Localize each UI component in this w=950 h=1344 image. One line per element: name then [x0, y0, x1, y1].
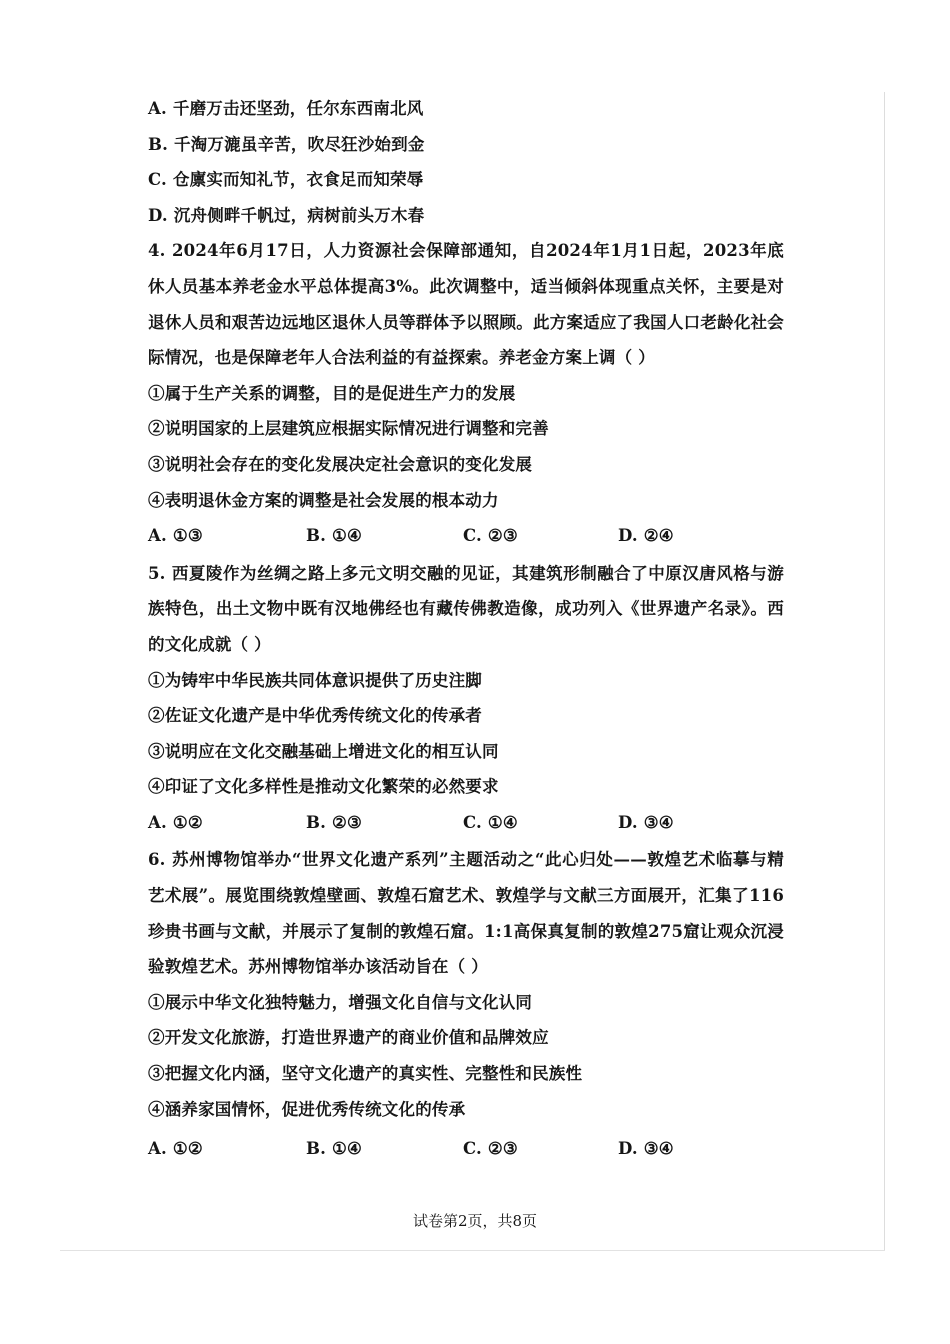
answer-options [148, 518, 784, 554]
question-stem-line: 验敦煌艺术。苏州博物馆举办该活动旨在（ ） [148, 957, 488, 977]
question-5 [148, 556, 784, 841]
question-stem-line: 族特色，出土文物中既有汉地佛经也有藏传佛教造像，成功列入《世界遗产名录》。西 [148, 599, 784, 619]
option-b: B. 千淘万漉虽辛苦，吹尽狂沙始到金 [148, 134, 425, 154]
question-stem-line: 珍贵书画与文献，并展示了复制的敦煌石窟。1:1高保真复制的敦煌275窟让观众沉浸 [148, 921, 784, 941]
option-a: A. ①② [148, 812, 203, 832]
statement: ①属于生产关系的调整，目的是促进生产力的发展 [148, 383, 516, 403]
answer-options [148, 805, 784, 841]
statement: ③说明应在文化交融基础上增进文化的相互认同 [148, 741, 499, 761]
statement: ④涵养家国情怀，促进优秀传统文化的传承 [148, 1099, 466, 1119]
question-stem-line: 4. 2024年6月17日，人力资源社会保障部通知，自2024年1月1日起，2023年底 [148, 241, 784, 261]
option-d: D. 沉舟侧畔千帆过，病树前头万木春 [148, 205, 425, 225]
option-c: C. ②③ [463, 526, 518, 546]
statement: ③说明社会存在的变化发展决定社会意识的变化发展 [148, 454, 533, 474]
question-6 [148, 842, 784, 1166]
statement: ④表明退休金方案的调整是社会发展的根本动力 [148, 490, 499, 510]
statement: ③把握文化内涵，坚守文化遗产的真实性、完整性和民族性 [148, 1064, 583, 1084]
option-a: A. ①② [148, 1139, 203, 1159]
statement: ②说明国家的上层建筑应根据实际情况进行调整和完善 [148, 419, 549, 439]
question-stem-line: 际情况，也是保障老年人合法利益的有益探索。养老金方案上调（ ） [148, 348, 655, 368]
statement: ④印证了文化多样性是推动文化繁荣的必然要求 [148, 777, 499, 797]
option-a: A. 千磨万击还坚劲，任尔东西南北风 [148, 99, 424, 118]
option-c: C. 仓廪实而知礼节，衣食足而知荣辱 [148, 170, 424, 190]
answer-options [148, 1131, 784, 1167]
page-edge-bottom [60, 1250, 885, 1251]
exam-page-content [148, 91, 784, 1167]
statement: ①展示中华文化独特魅力，增强文化自信与文化认同 [148, 992, 533, 1012]
option-a: A. ①③ [148, 526, 203, 546]
page-edge-right [884, 92, 885, 1250]
option-b: B. ①④ [306, 526, 363, 546]
question-stem-line: 休人员基本养老金水平总体提高3%。此次调整中，适当倾斜体现重点关怀，主要是对 [148, 276, 784, 296]
statement: ②佐证文化遗产是中华优秀传统文化的传承者 [148, 706, 482, 726]
question-4 [148, 233, 784, 553]
option-d: D. ③④ [618, 812, 674, 832]
question-stem-line: 的文化成就（ ） [148, 634, 271, 654]
question-stem-line: 6. 苏州博物馆举办“世界文化遗产系列”主题活动之“此心归处——敦煌艺术临摹与精 [148, 850, 784, 870]
question-stem-line: 退休人员和艰苦边远地区退休人员等群体予以照顾。此方案适应了我国人口老龄化社会 [148, 312, 784, 332]
page-footer: 试卷第2页，共8页 [412, 1212, 538, 1230]
option-c: C. ②③ [463, 1139, 518, 1159]
question-3-options [148, 91, 784, 233]
option-d: D. ③④ [618, 1139, 674, 1159]
option-c: C. ①④ [463, 812, 518, 832]
question-stem-line: 艺术展”。展览围绕敦煌壁画、敦煌石窟艺术、敦煌学与文献三方面展开，汇集了116 [148, 886, 784, 906]
statement: ②开发文化旅游，打造世界遗产的商业价值和品牌效应 [148, 1028, 549, 1048]
option-b: B. ②③ [306, 812, 363, 832]
statement: ①为铸牢中华民族共同体意识提供了历史注脚 [148, 670, 482, 690]
option-d: D. ②④ [618, 526, 674, 546]
question-stem-line: 5. 西夏陵作为丝绸之路上多元文明交融的见证，其建筑形制融合了中原汉唐风格与游 [148, 563, 784, 583]
option-b: B. ①④ [306, 1139, 363, 1159]
